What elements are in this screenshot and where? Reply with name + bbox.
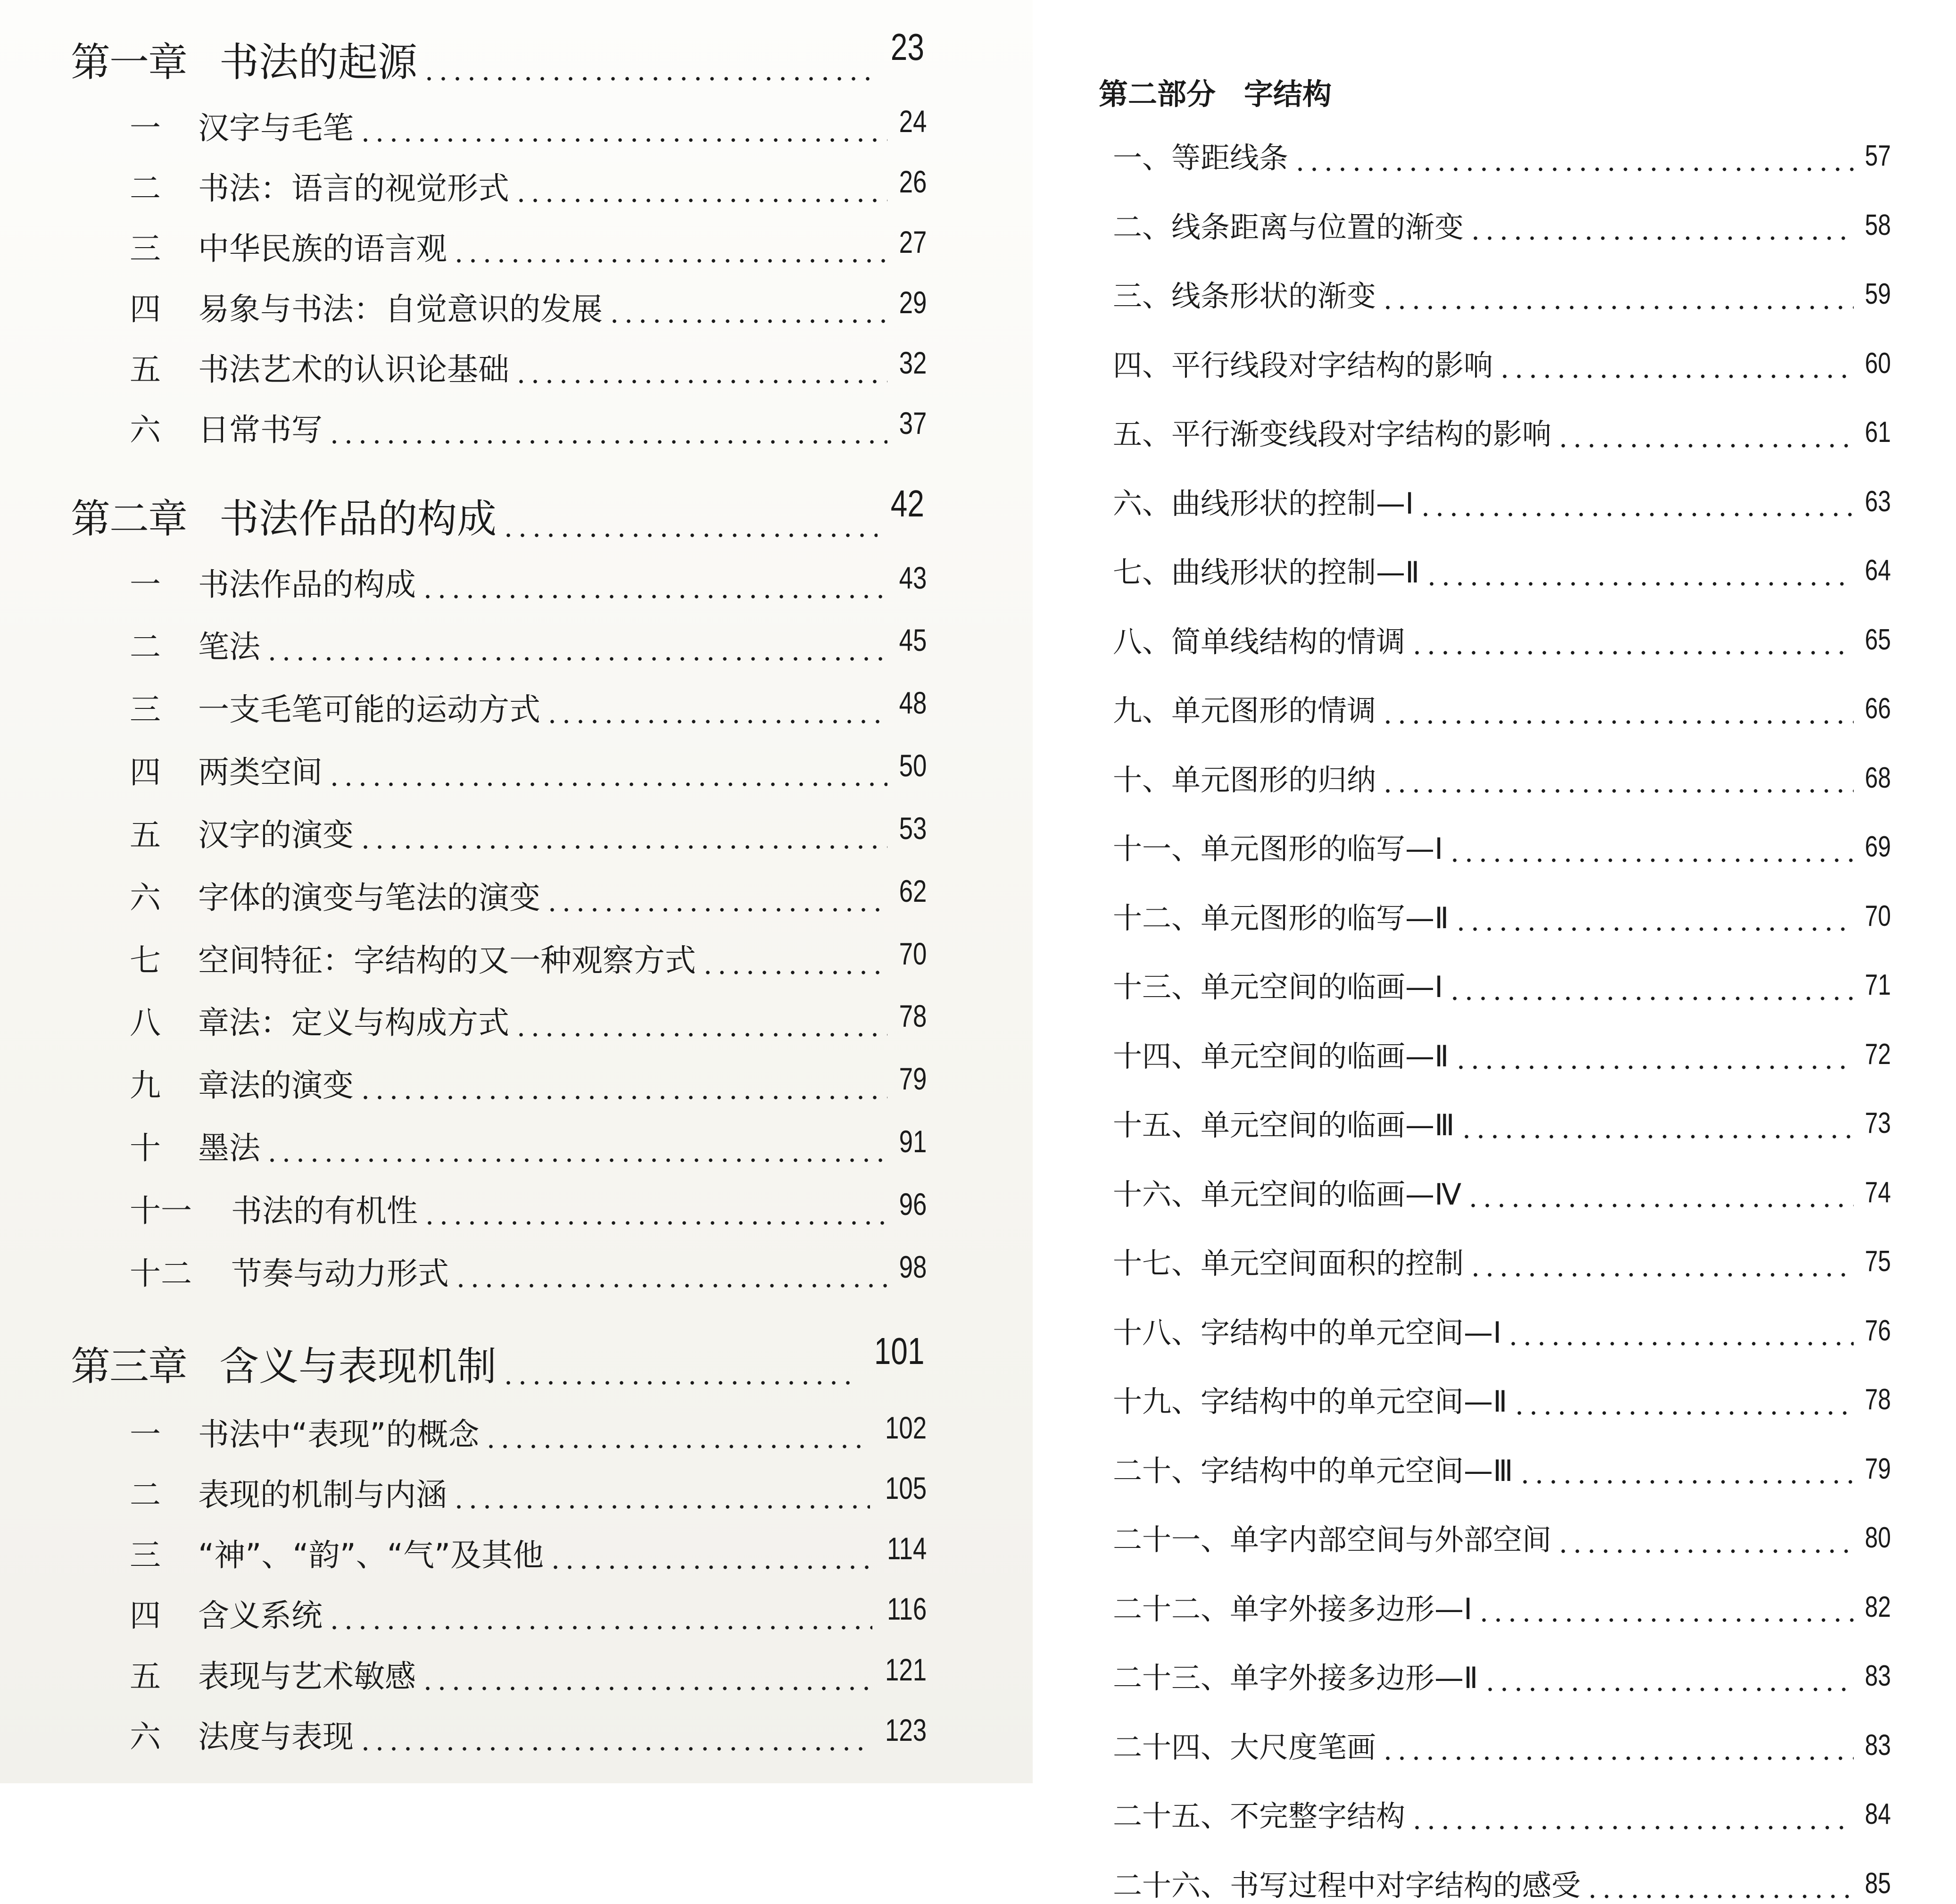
page-number: 80 (1865, 1522, 1891, 1554)
item-title: 三、线条形状的渐变 (1113, 279, 1376, 313)
toc-section[interactable] (130, 1412, 927, 1454)
toc-item[interactable] (1113, 1795, 1891, 1835)
section-title: 书法艺术的认识论基础 (198, 351, 509, 388)
dot-leader (1506, 1322, 1854, 1351)
section-title: 书法中“表现”的概念 (198, 1416, 480, 1453)
page-number: 50 (899, 748, 927, 783)
page-number: 42 (890, 482, 924, 524)
toc-item[interactable] (1113, 1657, 1891, 1696)
dot-leader (1381, 700, 1854, 729)
toc-item[interactable] (1113, 621, 1891, 660)
toc-section[interactable] (130, 812, 927, 855)
item-title: 十八、字结构中的单元空间—Ⅰ (1113, 1315, 1502, 1350)
page-number: 105 (885, 1471, 927, 1505)
item-title: 一、等距线条 (1113, 141, 1289, 175)
toc-item[interactable] (1113, 966, 1891, 1006)
page-number: 24 (899, 104, 927, 139)
toc-item[interactable] (1113, 1104, 1891, 1144)
dot-leader (1410, 631, 1854, 660)
toc-item[interactable] (1113, 413, 1891, 453)
section-number: 六 (130, 1719, 161, 1755)
toc-section[interactable] (130, 749, 927, 792)
item-title: 二十四、大尺度笔画 (1113, 1729, 1376, 1764)
toc-chapter-2[interactable] (71, 482, 924, 544)
section-number: 六 (130, 880, 161, 916)
dot-leader (1381, 285, 1854, 315)
page-number: 57 (1865, 140, 1891, 172)
dot-leader (452, 237, 887, 268)
item-title: 十六、单元空间的临画—Ⅳ (1113, 1177, 1462, 1212)
page-number: 62 (899, 873, 927, 908)
dot-leader (514, 177, 887, 208)
section-number: 三 (130, 691, 161, 728)
item-title: 二十、字结构中的单元空间—Ⅲ (1113, 1453, 1513, 1488)
page-number: 53 (899, 811, 927, 846)
page-number: 68 (1865, 761, 1891, 794)
section-number: 一 (130, 110, 161, 146)
toc-section[interactable] (130, 286, 927, 329)
page-number: 64 (1865, 554, 1891, 587)
chapter-title: 书法作品的构成 (219, 496, 497, 542)
toc-section[interactable] (130, 347, 927, 389)
page-number: 58 (1865, 208, 1891, 241)
dot-leader (1498, 355, 1854, 384)
toc-section[interactable] (130, 687, 927, 729)
toc-item[interactable] (1113, 1450, 1891, 1489)
part-title: 字结构 (1244, 77, 1332, 111)
item-title: 五、平行渐变线段对字结构的影响 (1113, 417, 1552, 451)
section-number: 一 (130, 1416, 161, 1453)
toc-item[interactable] (1113, 137, 1891, 176)
toc-section[interactable] (130, 1532, 927, 1575)
section-number: 六 (130, 412, 161, 448)
item-title: 九、单元图形的情调 (1113, 693, 1376, 728)
dot-leader (421, 573, 887, 604)
toc-section[interactable] (130, 1472, 927, 1514)
toc-item[interactable] (1113, 344, 1891, 384)
dot-leader (1468, 216, 1854, 246)
dot-leader (1454, 1046, 1854, 1075)
section-number: 二 (130, 629, 161, 665)
dot-leader (545, 886, 887, 917)
section-number: 七 (130, 942, 161, 979)
dot-leader (423, 1199, 887, 1231)
section-title: 章法的演变 (198, 1067, 354, 1104)
dot-leader (1448, 976, 1854, 1006)
page-number: 72 (1865, 1038, 1891, 1071)
page-number: 96 (899, 1187, 927, 1222)
section-number: 八 (130, 1005, 161, 1041)
page-number: 48 (899, 685, 927, 720)
section-title: 两类空间 (198, 754, 323, 790)
page-number: 76 (1865, 1314, 1891, 1347)
page-number: 66 (1865, 692, 1891, 725)
item-title: 二十三、单字外接多边形—Ⅱ (1113, 1661, 1478, 1695)
page-number: 101 (874, 1330, 924, 1372)
page-number: 79 (1865, 1452, 1891, 1485)
page-number: 73 (1865, 1107, 1891, 1139)
page-number: 83 (1865, 1660, 1891, 1692)
dot-leader (327, 418, 887, 449)
section-number: 四 (130, 754, 161, 790)
dot-leader (1468, 1253, 1854, 1282)
item-title: 二十六、书写过程中对字结构的感受 (1113, 1868, 1581, 1903)
toc-item[interactable] (1113, 1519, 1891, 1558)
dot-leader (358, 823, 887, 855)
toc-item[interactable] (1113, 1242, 1891, 1282)
dot-leader (1381, 1737, 1854, 1766)
section-number: 四 (130, 291, 161, 327)
dot-leader (452, 1483, 870, 1514)
toc-item[interactable] (1113, 1726, 1891, 1766)
item-title: 四、平行线段对字结构的影响 (1113, 348, 1493, 382)
item-title: 十五、单元空间的临画—Ⅲ (1113, 1108, 1455, 1142)
section-title: 含义系统 (198, 1597, 323, 1634)
item-title: 八、简单线结构的情调 (1113, 624, 1406, 659)
item-title: 二十一、单字内部空间与外部空间 (1113, 1522, 1552, 1557)
right-page (1033, 0, 1956, 1783)
dot-leader (548, 1544, 872, 1575)
dot-leader (514, 358, 887, 389)
item-title: 十七、单元空间面积的控制 (1113, 1246, 1464, 1280)
page-number: 23 (890, 26, 924, 68)
dot-leader (501, 1352, 857, 1392)
item-title: 十二、单元图形的临写—Ⅱ (1113, 900, 1449, 935)
toc-section[interactable] (130, 166, 927, 208)
page-number: 102 (885, 1410, 927, 1445)
page-number: 63 (1865, 485, 1891, 518)
page-number: 78 (1865, 1383, 1891, 1416)
dot-leader (1477, 1598, 1854, 1628)
section-title: 章法：定义与构成方式 (198, 1005, 509, 1041)
page-number: 60 (1865, 347, 1891, 380)
section-title: 字体的演变与笔法的演变 (198, 880, 540, 916)
toc-section[interactable] (130, 875, 927, 917)
dot-leader (327, 1604, 872, 1635)
toc-item[interactable] (1113, 828, 1891, 867)
page-number: 32 (899, 345, 927, 380)
page-number: 45 (899, 623, 927, 657)
section-title: 汉字与毛笔 (198, 110, 354, 146)
dot-leader (265, 1137, 887, 1168)
page-number: 82 (1865, 1590, 1891, 1623)
dot-leader (454, 1262, 887, 1293)
section-title: 书法作品的构成 (198, 566, 416, 603)
toc-section[interactable] (130, 1063, 927, 1105)
page-number: 98 (899, 1249, 927, 1284)
section-title: 书法：语言的视觉形式 (198, 170, 509, 207)
toc-item[interactable] (1113, 759, 1891, 798)
toc-item[interactable] (1113, 1864, 1891, 1904)
dot-leader (1410, 1805, 1854, 1835)
chapter-label: 第一章 (71, 39, 187, 85)
chapter-label: 第三章 (71, 1343, 187, 1389)
toc-item[interactable] (1113, 897, 1891, 937)
page-number: 114 (887, 1531, 927, 1566)
toc-section[interactable] (130, 226, 927, 268)
item-title: 十一、单元图形的临写—Ⅰ (1113, 831, 1443, 866)
toc-section[interactable] (130, 1714, 927, 1756)
toc-item[interactable] (1113, 1588, 1891, 1628)
page-number: 65 (1865, 623, 1891, 656)
item-title: 十、单元图形的归纳 (1113, 762, 1376, 797)
page-number: 91 (899, 1124, 927, 1159)
page-number: 123 (885, 1713, 927, 1747)
dot-leader (1454, 907, 1854, 937)
dot-leader (1459, 1114, 1854, 1144)
dot-leader (1381, 769, 1854, 798)
page-number: 26 (899, 164, 927, 199)
section-number: 十一 (130, 1193, 192, 1229)
dot-leader (1518, 1460, 1854, 1489)
toc-section[interactable] (130, 1251, 927, 1293)
dot-leader (327, 761, 887, 792)
section-number: 一 (130, 566, 161, 603)
section-title: 中华民族的语言观 (198, 231, 447, 267)
part-label: 第二部分 (1099, 77, 1216, 111)
toc-section[interactable] (130, 624, 927, 666)
section-number: 四 (130, 1597, 161, 1634)
toc-section[interactable] (130, 1000, 927, 1042)
section-title: 书法的有机性 (231, 1193, 418, 1229)
toc-item[interactable] (1113, 206, 1891, 246)
page-number: 85 (1865, 1867, 1891, 1900)
section-title: 汉字的演变 (198, 817, 354, 853)
dot-leader (1585, 1875, 1854, 1904)
toc-item[interactable] (1113, 1173, 1891, 1213)
dot-leader (1512, 1391, 1854, 1420)
page-number: 116 (887, 1591, 927, 1626)
section-number: 十 (130, 1130, 161, 1166)
item-title: 十三、单元空间的临画—Ⅰ (1113, 970, 1443, 1004)
section-title: 表现与艺术敏感 (198, 1658, 416, 1695)
dot-leader (484, 1423, 870, 1454)
toc-chapter-1[interactable] (71, 26, 924, 88)
section-title: 易象与书法：自觉意识的发展 (198, 291, 603, 327)
page-number: 69 (1865, 831, 1891, 863)
dot-leader (421, 1665, 870, 1696)
page-number: 84 (1865, 1798, 1891, 1830)
toc-section[interactable] (130, 1125, 927, 1168)
section-number: 五 (130, 351, 161, 388)
item-title: 七、曲线形状的控制—Ⅱ (1113, 555, 1420, 590)
dot-leader (545, 698, 887, 729)
dot-leader (1483, 1667, 1854, 1696)
toc-section[interactable] (130, 1654, 927, 1696)
dot-leader (1425, 562, 1854, 591)
item-title: 二十二、单字外接多边形—Ⅰ (1113, 1591, 1473, 1626)
page-number: 78 (899, 998, 927, 1033)
page-number: 59 (1865, 278, 1891, 310)
chapter-label: 第二章 (71, 496, 187, 542)
page-number: 70 (899, 936, 927, 971)
toc-section[interactable] (130, 1188, 927, 1231)
dot-leader (501, 505, 878, 544)
toc-item[interactable] (1113, 690, 1891, 729)
page-number: 71 (1865, 969, 1891, 1001)
item-title: 六、曲线形状的控制—Ⅰ (1113, 486, 1414, 521)
dot-leader (1293, 147, 1854, 176)
chapter-title: 书法的起源 (219, 39, 418, 85)
section-number: 十二 (130, 1255, 192, 1292)
toc-section[interactable] (130, 105, 927, 148)
dot-leader (422, 48, 878, 88)
section-title: 日常书写 (198, 412, 323, 448)
part-heading (1099, 71, 1332, 113)
page-number: 61 (1865, 416, 1891, 449)
page-number: 43 (899, 560, 927, 595)
dot-leader (358, 1725, 870, 1756)
toc-section[interactable] (130, 938, 927, 980)
toc-item[interactable] (1113, 1380, 1891, 1420)
toc-section[interactable] (130, 1593, 927, 1635)
dot-leader (358, 116, 887, 148)
toc-item[interactable] (1113, 275, 1891, 315)
dot-leader (1556, 424, 1854, 453)
item-title: 二十五、不完整字结构 (1113, 1799, 1406, 1833)
dot-leader (701, 949, 887, 980)
toc-item[interactable] (1113, 551, 1891, 591)
dot-leader (1418, 493, 1854, 522)
section-number: 五 (130, 1658, 161, 1695)
toc-item[interactable] (1113, 1035, 1891, 1075)
item-title: 十九、字结构中的单元空间—Ⅱ (1113, 1384, 1508, 1419)
dot-leader (1556, 1529, 1854, 1558)
section-number: 二 (130, 170, 161, 207)
section-title: 法度与表现 (198, 1719, 354, 1755)
page-number: 75 (1865, 1245, 1891, 1278)
page-number: 121 (885, 1652, 927, 1687)
page-number: 70 (1865, 899, 1891, 932)
dot-leader (1448, 838, 1854, 867)
section-number: 二 (130, 1477, 161, 1513)
page-number: 37 (899, 406, 927, 441)
section-number: 三 (130, 231, 161, 267)
page-number: 79 (899, 1061, 927, 1096)
section-title: 节奏与动力形式 (231, 1255, 449, 1292)
section-title: “神”、“韵”、“气”及其他 (198, 1537, 544, 1573)
dot-leader (1466, 1184, 1854, 1213)
page-number: 29 (899, 285, 927, 320)
page-number: 74 (1865, 1176, 1891, 1209)
dot-leader (514, 1011, 887, 1042)
section-number: 三 (130, 1537, 161, 1573)
section-title: 空间特征：字结构的又一种观察方式 (198, 942, 696, 979)
left-page (0, 0, 1033, 1783)
section-title: 表现的机制与内涵 (198, 1477, 447, 1513)
toc-section[interactable] (130, 562, 927, 604)
page-number: 83 (1865, 1729, 1891, 1762)
page-number: 27 (899, 224, 927, 259)
toc-section[interactable] (130, 407, 927, 449)
chapter-title: 含义与表现机制 (219, 1343, 497, 1389)
item-title: 十四、单元空间的临画—Ⅱ (1113, 1039, 1449, 1073)
section-title: 一支毛笔可能的运动方式 (198, 691, 540, 728)
section-number: 五 (130, 817, 161, 853)
toc-item[interactable] (1113, 482, 1891, 522)
dot-leader (265, 635, 887, 666)
section-number: 九 (130, 1067, 161, 1104)
toc-item[interactable] (1113, 1312, 1891, 1351)
section-title: 墨法 (198, 1130, 260, 1166)
dot-leader (607, 298, 887, 329)
dot-leader (358, 1074, 887, 1105)
toc-chapter-3[interactable] (71, 1330, 924, 1392)
item-title: 二、线条距离与位置的渐变 (1113, 209, 1464, 244)
section-title: 笔法 (198, 629, 260, 665)
